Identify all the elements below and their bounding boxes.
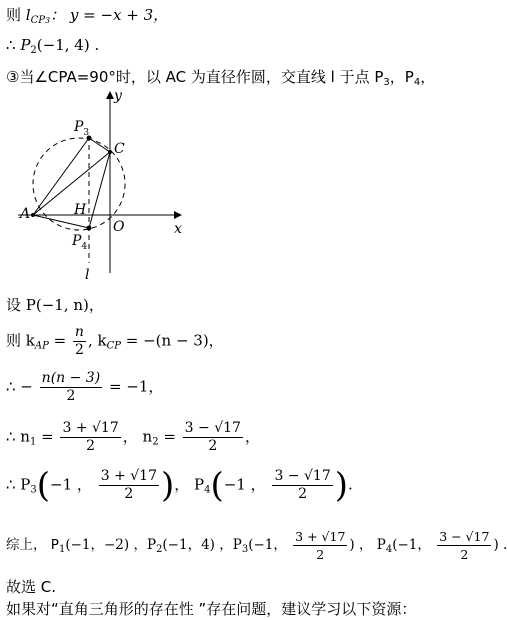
text: ， [420, 68, 436, 86]
point-P4 [87, 226, 92, 231]
fraction [437, 528, 491, 563]
label-P4 [71, 233, 87, 252]
denominator: 2 [208, 438, 218, 454]
line-8 [6, 465, 353, 506]
text: ∴ P [6, 475, 31, 494]
text: (−1，4) ，P [162, 537, 242, 553]
line-5 [6, 324, 224, 359]
text: ，P [389, 68, 414, 86]
subscript [31, 15, 50, 26]
subscript: 4 [204, 484, 211, 496]
text: 故选 C. [6, 578, 57, 596]
fraction [272, 468, 332, 503]
numerator: 3 + √17 [295, 529, 346, 544]
text: 3 [45, 16, 51, 25]
text: ， P [174, 475, 205, 494]
label-l: l [85, 267, 90, 283]
geometry-figure [14, 88, 194, 288]
denominator: 2 [460, 547, 469, 562]
text: ： y = −x + 3， [50, 6, 169, 24]
denominator: 2 [66, 388, 76, 404]
paren: ) [334, 465, 348, 506]
fraction [99, 468, 159, 503]
line-2 [6, 36, 99, 56]
segment-P4C [89, 152, 110, 228]
y-axis-arrow [106, 91, 114, 99]
subscript: AP [34, 340, 49, 352]
label-x: x [174, 221, 182, 237]
line-6 [6, 370, 163, 405]
denominator: 2 [316, 547, 325, 562]
label-C: C [114, 141, 125, 157]
text: −1 ， [50, 475, 92, 494]
line-4 [6, 294, 104, 315]
text: ) ， P [349, 537, 386, 553]
line-11 [6, 598, 416, 619]
text: 则 k [6, 331, 35, 350]
label-P3 [73, 119, 89, 138]
text: = [158, 427, 181, 446]
label-P4-sub: 4 [81, 242, 88, 252]
label-A: A [20, 206, 31, 222]
subscript: 4 [413, 77, 421, 88]
numerator: 3 + √17 [62, 420, 119, 436]
subscript: 1 [58, 544, 66, 555]
text: , k [87, 331, 107, 350]
paren: ( [36, 465, 51, 506]
label-P3-main: P [74, 119, 84, 135]
subscript: 3 [241, 544, 249, 555]
segment-P3C [89, 138, 110, 152]
subscript: 2 [152, 436, 159, 448]
text: 则 [6, 6, 22, 24]
label-O: O [113, 219, 125, 235]
denominator: 2 [124, 486, 134, 502]
text: = −1， [104, 377, 164, 396]
label-P4-main: P [72, 233, 82, 249]
text: ∴ n [6, 427, 30, 446]
numerator: n(n − 3) [41, 370, 101, 386]
denominator: 2 [298, 486, 308, 502]
text: 如果对“直角三角形的存在性 ”存在问题，建议学习以下资源： [6, 600, 417, 618]
numerator: 3 − √17 [439, 529, 490, 544]
text: ， [244, 427, 260, 446]
denominator: 2 [74, 342, 84, 358]
text: ③当∠CPA=90°时，以 AC 为直径作圆，交直线 l 于点 P [6, 68, 384, 86]
fraction [293, 528, 347, 563]
point-C [108, 150, 112, 154]
line-7 [6, 420, 260, 455]
text: P [20, 36, 31, 54]
line-10 [6, 576, 56, 597]
text: (−1， [248, 537, 287, 553]
fraction [183, 420, 243, 455]
text: = [48, 331, 71, 350]
subscript: 4 [385, 544, 393, 555]
denominator: 2 [86, 438, 96, 454]
paren: ( [210, 465, 224, 506]
line-9 [6, 528, 507, 563]
point-A [31, 213, 35, 217]
numerator: n [74, 324, 84, 340]
numerator: 3 − √17 [274, 468, 331, 484]
fraction [73, 324, 86, 359]
line-3 [6, 66, 435, 88]
text: 设 P(−1, n)， [6, 296, 104, 314]
therefore-symbol: ∴ [6, 36, 16, 54]
text: (−1，−2) ，P [65, 537, 157, 553]
subscript: CP [106, 340, 121, 352]
numerator: 3 + √17 [100, 468, 157, 484]
text: ， n [122, 427, 153, 446]
paren: ) [161, 465, 175, 506]
subscript: 2 [156, 544, 163, 555]
text: l [25, 6, 31, 24]
subscript: 3 [383, 77, 390, 88]
label-y: y [114, 88, 122, 104]
label-P3-sub: 3 [83, 128, 90, 138]
text: ) . [493, 537, 507, 553]
text: (−1， [392, 537, 431, 553]
text: CP [30, 15, 45, 26]
text: . [348, 475, 353, 494]
line-1 [6, 4, 168, 26]
text: ∴ − [6, 377, 33, 396]
subscript: 2 [30, 45, 37, 56]
fraction [60, 420, 120, 455]
text: 综上， P [6, 537, 59, 553]
label-H: H [74, 202, 87, 218]
text: = −(n − 3)， [120, 331, 224, 350]
text: (−1, 4) . [36, 36, 100, 54]
subscript: 3 [30, 484, 37, 496]
subscript: 1 [29, 436, 37, 448]
fraction [40, 370, 103, 405]
numerator: 3 − √17 [184, 420, 241, 436]
x-axis-arrow [174, 211, 182, 219]
text: = [36, 427, 59, 446]
text: −1 ， [223, 475, 266, 494]
